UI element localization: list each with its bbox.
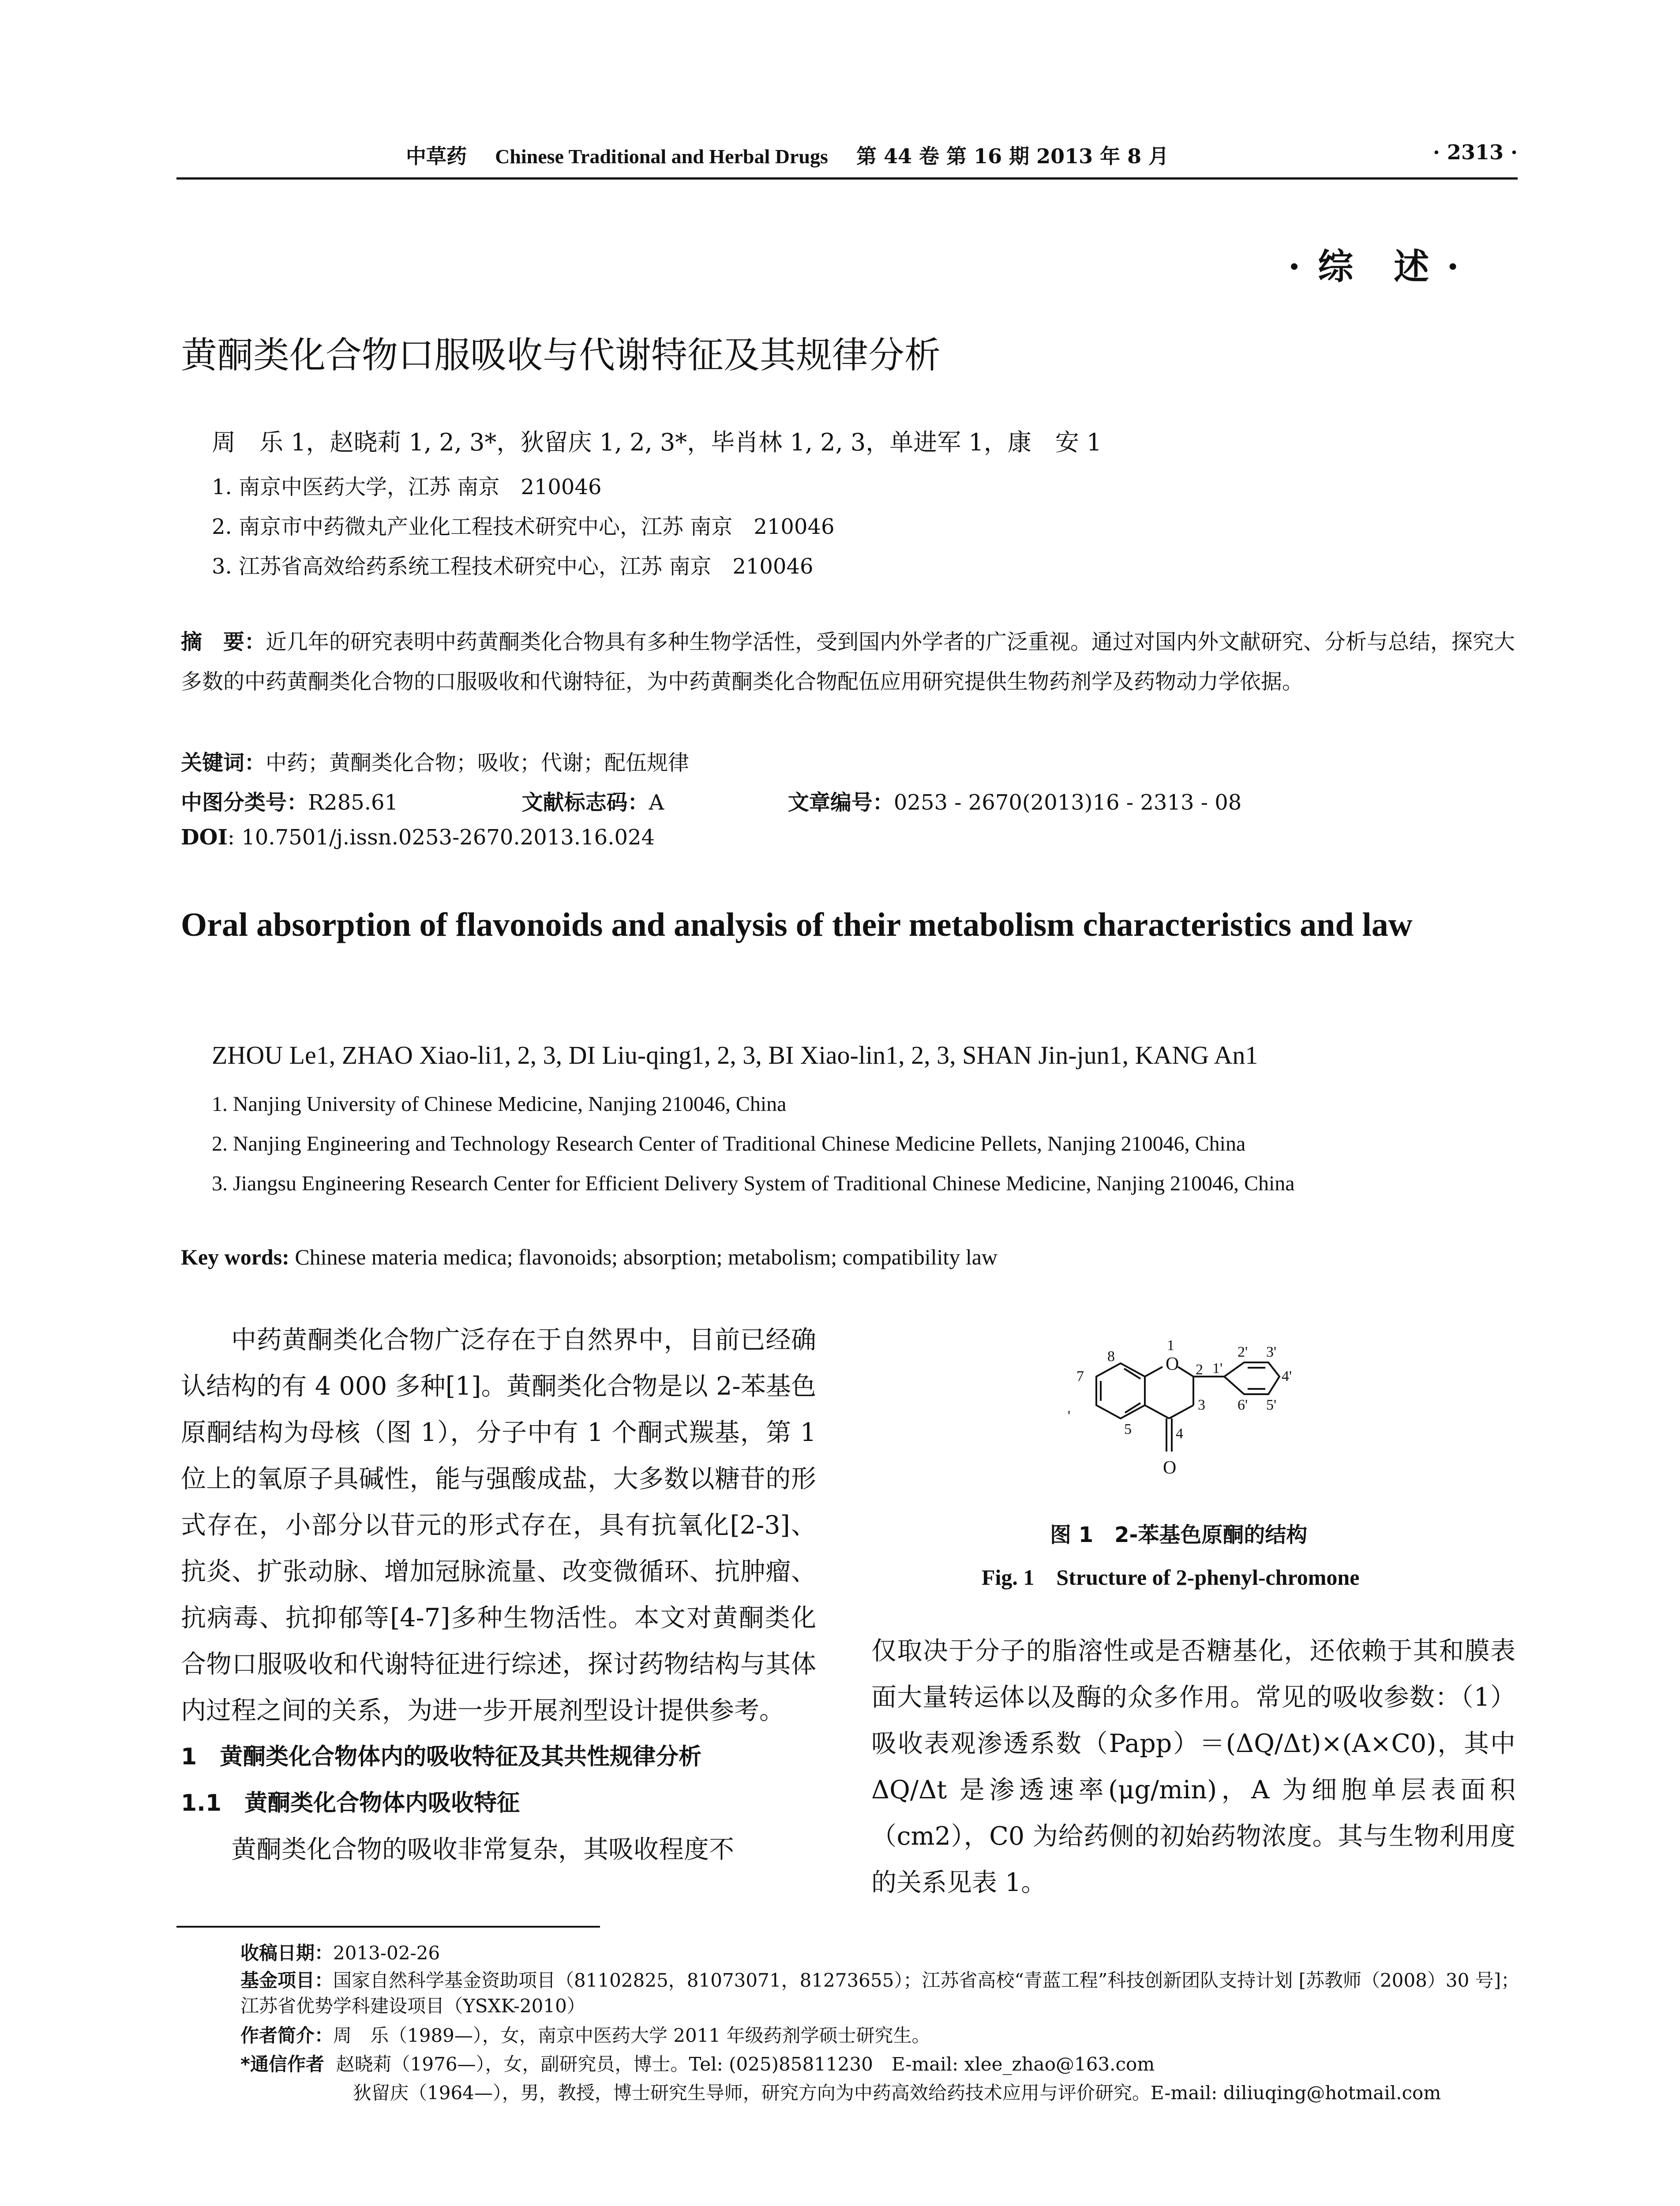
section-heading-1: 1 黄酮类化合物体内的吸收特征及其共性规律分析: [181, 1744, 702, 1770]
body-left-column: [181, 1317, 816, 1873]
svg-text:1': 1': [1212, 1360, 1223, 1377]
affiliation-en-3: 3. Jiangsu Engineering Research Center for Efficient Delivery System of Traditional Chinese Medicine, Nanjing 210046, China: [212, 1172, 1295, 1195]
body-paragraph-right: 仅取决于分子的脂溶性或是否糖基化，还依赖于其和膜表面大量转运体以及酶的众多作用。常见的吸收参数：（1）吸收表观渗透系数（Papp）＝(ΔQ/Δt)×(A×C0)，其中 ΔQ/Δt 是渗透速率(μg/min)，A 为细胞单层表面积（cm2），C0 为给药侧的初始药物浓度。其与生物利用度的关系见表 1。: [871, 1636, 1515, 1897]
section-heading-1-1: 1.1 黄酮类化合物体内吸收特征: [181, 1790, 520, 1816]
svg-text:5': 5': [1266, 1397, 1277, 1413]
affiliation-cn-2: 2. 南京市中药微丸产业化工程技术研究中心，江苏 南京 210046: [212, 514, 835, 539]
affiliation-cn-1: 1. 南京中医药大学，江苏 南京 210046: [212, 475, 602, 499]
running-header: [176, 140, 1518, 180]
issue-info: 第 44 卷 第 16 期 2013 年 8 月: [856, 144, 1169, 168]
journal-name-cn: 中草药: [406, 144, 467, 168]
footnote-author: 作者简介：周 乐（1989—），女，南京中医药大学 2011 年级药剂学硕士研究生。: [240, 2025, 930, 2046]
footnote-corresponding: *通信作者 赵晓莉（1976—），女，副研究员，博士。Tel: (025)85811230 E-mail: xlee_zhao@163.com: [240, 2053, 1155, 2075]
svg-text:O: O: [1163, 1458, 1177, 1478]
footnote-received: 收稿日期：2013-02-26: [240, 1942, 440, 1964]
svg-text:4: 4: [1176, 1426, 1183, 1442]
footnote-fund: 基金项目：国家自然科学基金资助项目（81102825，81073071，81273655）；江苏省高校“青蓝工程”科技创新团队支持计划 [苏教师（2008）30 号]；江苏省优势学科建设项目（YSXK-2010）: [240, 1970, 1520, 2017]
doi-line: DOI: 10.7501/j.issn.0253-2670.2013.16.024: [181, 825, 655, 850]
footnote-corresponding-2: 狄留庆（1964—），男，教授，博士研究生导师，研究方向为中药高效给药技术应用与评价研究。E-mail: diliuqing@hotmail.com: [353, 2082, 1441, 2104]
svg-text:4': 4': [1282, 1368, 1292, 1384]
authors-en: ZHOU Le1, ZHAO Xiao-li1, 2, 3, DI Liu-qing1, 2, 3, BI Xiao-lin1, 2, 3, SHAN Jin-jun1, KANG An1: [212, 1041, 1258, 1069]
abstract: [181, 622, 1518, 702]
footnote-rule: [176, 1926, 600, 1928]
svg-text:O: O: [1166, 1354, 1179, 1374]
abstract-text: 近几年的研究表明中药黄酮类化合物具有多种生物学活性，受到国内外学者的广泛重视。通过对国内外文献研究、分析与总结，探究大多数的中药黄酮类化合物的口服吸收和代谢特征，为中药黄酮类化合物配伍应用研究提供生物药剂学及药物动力学依据。: [181, 630, 1515, 694]
abstract-label: 摘 要：: [181, 630, 266, 654]
svg-text:7: 7: [1076, 1368, 1084, 1384]
svg-text:2: 2: [1196, 1362, 1203, 1378]
journal-name-en: Chinese Traditional and Herbal Drugs: [495, 145, 828, 168]
body-paragraph-2: 黄酮类化合物的吸收非常复杂，其吸收程度不: [231, 1835, 734, 1864]
figure-1-structure: [1050, 1319, 1368, 1496]
svg-text:3': 3': [1266, 1344, 1277, 1360]
svg-text:': ': [1068, 1408, 1071, 1424]
figure-caption-cn: 图 1 2-苯基色原酮的结构: [1050, 1523, 1308, 1547]
affiliation-en-1: 1. Nanjing University of Chinese Medicine, Nanjing 210046, China: [212, 1092, 787, 1116]
section-tag: · 综 述 ·: [1288, 246, 1462, 287]
affiliation-en-2: 2. Nanjing Engineering and Technology Research Center of Traditional Chinese Medicine Pellets, Nanjing 210046, China: [212, 1132, 1246, 1156]
header-rule: [176, 177, 1518, 180]
page-number: · 2313 ·: [1432, 140, 1518, 164]
title-cn: 黄酮类化合物口服吸收与代谢特征及其规律分析: [181, 334, 941, 376]
svg-text:6': 6': [1238, 1397, 1248, 1413]
ring-a: [1096, 1363, 1145, 1418]
keywords-cn: 关键词：中药；黄酮类化合物；吸收；代谢；配伍规律: [181, 750, 690, 775]
classification-line: 中图分类号：R285.61 文献标志码：A 文章编号：0253 - 2670(2013)16 - 2313 - 08: [181, 790, 1242, 815]
svg-text:5: 5: [1124, 1421, 1132, 1437]
affiliation-cn-3: 3. 江苏省高效给药系统工程技术研究中心，江苏 南京 210046: [212, 554, 814, 579]
figure-caption-en: Fig. 1 Structure of 2-phenyl-chromone: [982, 1565, 1360, 1590]
svg-text:3: 3: [1198, 1397, 1205, 1413]
svg-text:1: 1: [1167, 1337, 1174, 1354]
body-right-column: [871, 1628, 1515, 1906]
keywords-en: Key words: Chinese materia medica; flavonoids; absorption; metabolism; compatibility law: [181, 1245, 998, 1269]
svg-text:2': 2': [1238, 1344, 1248, 1360]
title-en: Oral absorption of flavonoids and analysis of their metabolism characteristics and law: [181, 906, 1413, 943]
svg-text:8: 8: [1107, 1348, 1115, 1365]
authors-cn: 周 乐 1，赵晓莉 1, 2, 3*，狄留庆 1, 2, 3*，毕肖林 1, 2, 3，单进军 1，康 安 1: [212, 428, 1102, 456]
body-paragraph-1: 中药黄酮类化合物广泛存在于自然界中，目前已经确认结构的有 4 000 多种[1]。黄酮类化合物是以 2-苯基色原酮结构为母核（图 1），分子中有 1 个酮式羰基，第 1 位上的氧原子具碱性，能与强酸成盐，大多数以糖苷的形式存在，小部分以苷元的形式存在，具有抗氧化[2-3]、抗炎、扩张动脉、增加冠脉流量、改变微循环、抗肿瘤、抗病毒、抗抑郁等[4-7]多种生物活性。本文对黄酮类化合物口服吸收和代谢特征进行综述，探讨药物结构与其体内过程之间的关系，为进一步开展剂型设计提供参考。: [181, 1325, 816, 1725]
